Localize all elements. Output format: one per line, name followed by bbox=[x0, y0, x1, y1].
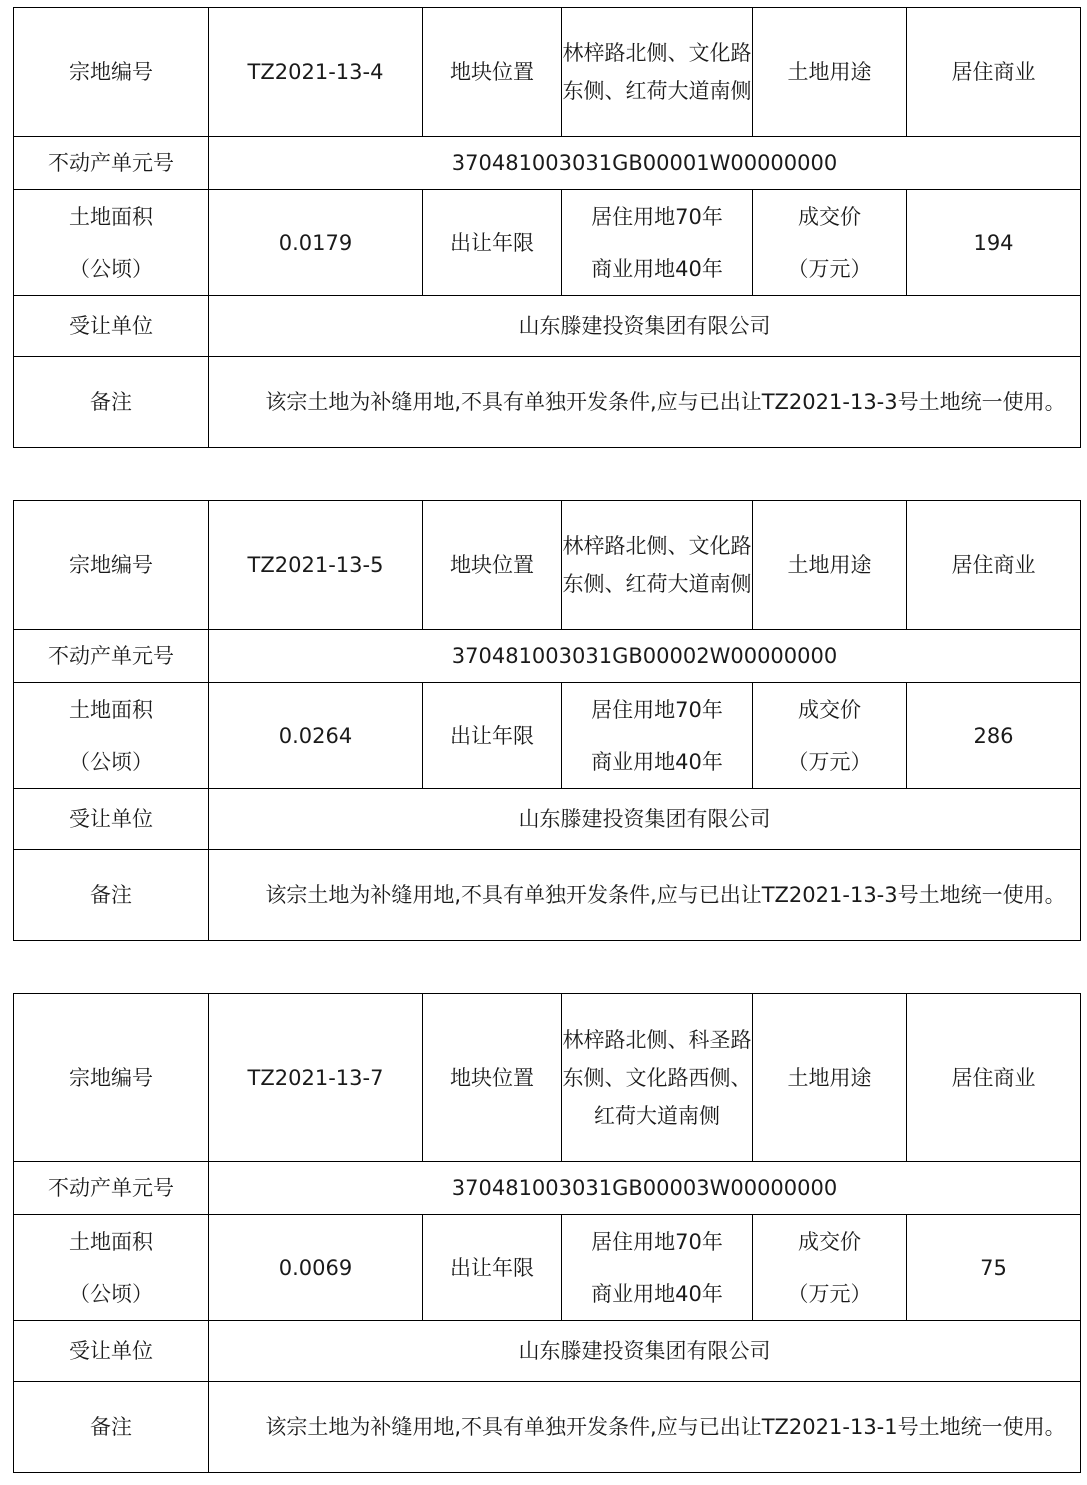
table-row bbox=[14, 683, 1081, 789]
transferee-value: 山东滕建投资集团有限公司 bbox=[209, 296, 1081, 357]
remark-text: 该宗土地为补缝用地,不具有单独开发条件,应与已出让TZ2021-13-3号土地统一使用。 bbox=[265, 390, 1066, 414]
location-value: 林梓路北侧、文化路东侧、红荷大道南侧 bbox=[562, 501, 753, 630]
transferee-label: 受让单位 bbox=[14, 1321, 209, 1382]
term-value-line1: 居住用地70年 bbox=[591, 697, 723, 722]
term-value-line2: 商业用地40年 bbox=[591, 256, 723, 281]
term-value-line2: 商业用地40年 bbox=[591, 1281, 723, 1306]
remark-text: 该宗土地为补缝用地,不具有单独开发条件,应与已出让TZ2021-13-1号土地统一使用。 bbox=[265, 1415, 1066, 1439]
term-label: 出让年限 bbox=[423, 190, 562, 296]
transferee-label: 受让单位 bbox=[14, 789, 209, 850]
table-row bbox=[14, 296, 1081, 357]
unit-no-label: 不动产单元号 bbox=[14, 1162, 209, 1215]
term-value-line2: 商业用地40年 bbox=[591, 749, 723, 774]
unit-no-label: 不动产单元号 bbox=[14, 630, 209, 683]
table-row bbox=[14, 190, 1081, 296]
term-value bbox=[562, 190, 753, 296]
usage-label: 土地用途 bbox=[753, 8, 907, 137]
price-value: 75 bbox=[907, 1215, 1081, 1321]
area-value: 0.0179 bbox=[209, 190, 423, 296]
area-value: 0.0264 bbox=[209, 683, 423, 789]
table-row bbox=[14, 8, 1081, 137]
price-value: 286 bbox=[907, 683, 1081, 789]
term-value bbox=[562, 683, 753, 789]
parcel-no-label: 宗地编号 bbox=[14, 994, 209, 1162]
table-row bbox=[14, 1215, 1081, 1321]
usage-label: 土地用途 bbox=[753, 994, 907, 1162]
unit-no-value: 370481003031GB00001W00000000 bbox=[209, 137, 1081, 190]
area-label-line1: 土地面积 bbox=[69, 1229, 153, 1254]
transferee-value: 山东滕建投资集团有限公司 bbox=[209, 789, 1081, 850]
location-value: 林梓路北侧、文化路东侧、红荷大道南侧 bbox=[562, 8, 753, 137]
area-label-line1: 土地面积 bbox=[69, 204, 153, 229]
price-label-line2: （万元） bbox=[787, 1281, 872, 1306]
parcel-no-value: TZ2021-13-5 bbox=[209, 501, 423, 630]
usage-label: 土地用途 bbox=[753, 501, 907, 630]
table-row bbox=[14, 1321, 1081, 1382]
unit-no-value: 370481003031GB00002W00000000 bbox=[209, 630, 1081, 683]
area-label bbox=[14, 683, 209, 789]
parcel-no-value: TZ2021-13-7 bbox=[209, 994, 423, 1162]
parcel-no-value: TZ2021-13-4 bbox=[209, 8, 423, 137]
price-label bbox=[753, 1215, 907, 1321]
term-value-line1: 居住用地70年 bbox=[591, 204, 723, 229]
usage-value: 居住商业 bbox=[907, 994, 1081, 1162]
location-label: 地块位置 bbox=[423, 8, 562, 137]
area-label-line2: （公顷） bbox=[69, 749, 153, 774]
remark-label: 备注 bbox=[14, 357, 209, 448]
location-label: 地块位置 bbox=[423, 501, 562, 630]
transferee-value: 山东滕建投资集团有限公司 bbox=[209, 1321, 1081, 1382]
table-row bbox=[14, 501, 1081, 630]
transferee-label: 受让单位 bbox=[14, 296, 209, 357]
area-label-line1: 土地面积 bbox=[69, 697, 153, 722]
area-label bbox=[14, 1215, 209, 1321]
parcel-no-label: 宗地编号 bbox=[14, 501, 209, 630]
remark-text: 该宗土地为补缝用地,不具有单独开发条件,应与已出让TZ2021-13-3号土地统一使用。 bbox=[265, 883, 1066, 907]
table-row bbox=[14, 1382, 1081, 1473]
parcel-table-1 bbox=[13, 7, 1081, 448]
price-label-line2: （万元） bbox=[787, 256, 872, 281]
location-label: 地块位置 bbox=[423, 994, 562, 1162]
term-value bbox=[562, 1215, 753, 1321]
table-row bbox=[14, 357, 1081, 448]
price-label-line2: （万元） bbox=[787, 749, 872, 774]
remark-cell bbox=[209, 1382, 1081, 1473]
price-label bbox=[753, 190, 907, 296]
parcel-table-2 bbox=[13, 500, 1081, 941]
area-label-line2: （公顷） bbox=[69, 1281, 153, 1306]
area-label bbox=[14, 190, 209, 296]
area-value: 0.0069 bbox=[209, 1215, 423, 1321]
parcel-table-3 bbox=[13, 993, 1081, 1473]
term-label: 出让年限 bbox=[423, 683, 562, 789]
unit-no-label: 不动产单元号 bbox=[14, 137, 209, 190]
area-label-line2: （公顷） bbox=[69, 256, 153, 281]
remark-cell bbox=[209, 850, 1081, 941]
table-row bbox=[14, 789, 1081, 850]
table-row bbox=[14, 137, 1081, 190]
price-value: 194 bbox=[907, 190, 1081, 296]
remark-label: 备注 bbox=[14, 850, 209, 941]
location-value: 林梓路北侧、科圣路东侧、文化路西侧、红荷大道南侧 bbox=[562, 994, 753, 1162]
unit-no-value: 370481003031GB00003W00000000 bbox=[209, 1162, 1081, 1215]
table-row bbox=[14, 630, 1081, 683]
term-label: 出让年限 bbox=[423, 1215, 562, 1321]
usage-value: 居住商业 bbox=[907, 501, 1081, 630]
table-row bbox=[14, 850, 1081, 941]
usage-value: 居住商业 bbox=[907, 8, 1081, 137]
term-value-line1: 居住用地70年 bbox=[591, 1229, 723, 1254]
price-label-line1: 成交价 bbox=[798, 204, 861, 229]
price-label bbox=[753, 683, 907, 789]
price-label-line1: 成交价 bbox=[798, 1229, 861, 1254]
table-row bbox=[14, 1162, 1081, 1215]
remark-label: 备注 bbox=[14, 1382, 209, 1473]
remark-cell bbox=[209, 357, 1081, 448]
price-label-line1: 成交价 bbox=[798, 697, 861, 722]
table-row bbox=[14, 994, 1081, 1162]
parcel-no-label: 宗地编号 bbox=[14, 8, 209, 137]
